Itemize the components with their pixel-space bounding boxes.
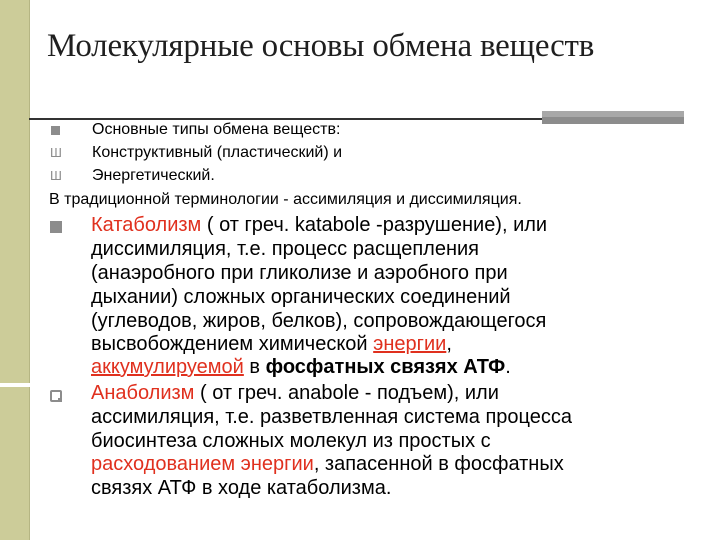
energy-link[interactable]: энергии	[373, 333, 447, 355]
catabolism-line-1	[91, 214, 547, 237]
left-accent-bar-edge	[29, 0, 30, 540]
accumulated-link[interactable]: аккумулируемой	[91, 356, 244, 378]
anabolism-term: Анаболизм	[91, 382, 195, 404]
anabolism-line-4: расходованием энергии, запасенной в фосфатных	[91, 453, 564, 475]
anabolism-line-1	[91, 382, 499, 405]
type-constructive: Конструктивный (пластический) и	[92, 144, 343, 161]
types-heading: Основные типы обмена веществ:	[92, 121, 341, 138]
anabolism-line-3: биосинтеза сложных молекул из простых с	[91, 430, 491, 452]
sub-bullet-icon: Ш	[50, 145, 62, 160]
atp-bonds: фосфатных связях АТФ	[265, 356, 506, 378]
checkbox-bullet-icon	[50, 390, 62, 402]
anabolism-def: ( от греч. anabole - подъем), или	[194, 382, 499, 404]
catabolism-line-6: высвобождением химической энергии,	[91, 333, 452, 355]
anabolism-line-2: ассимиляция, т.е. разветвленная система процесса	[91, 406, 573, 428]
catabolism-line-2: диссимиляция, т.е. процесс расщепления	[91, 238, 479, 260]
slide-title: Молекулярные основы обмена веществ	[47, 28, 595, 64]
square-bullet-icon	[50, 221, 62, 233]
type-energetic: Энергетический.	[92, 167, 215, 184]
sub-bullet-icon: Ш	[50, 168, 62, 183]
catabolism-line-4: дыхании) сложных органических соединений	[91, 286, 511, 308]
anabolism-line-5: связях АТФ в ходе катаболизма.	[91, 477, 392, 499]
left-bar-notch	[0, 383, 48, 387]
divider-block-highlight	[542, 111, 684, 117]
square-bullet-icon	[51, 126, 60, 135]
catabolism-def: ( от греч. katabole -разрушение), или	[201, 214, 548, 236]
left-accent-bar	[0, 0, 29, 540]
catabolism-line-7: аккумулируемой в фосфатных связях АТФ.	[91, 356, 511, 378]
catabolism-line-5: (углеводов, жиров, белков), сопровождающегося	[91, 310, 547, 332]
catabolism-term: Катаболизм	[91, 214, 202, 236]
terminology-note: В традиционной терминологии - ассимиляция и диссимиляция.	[49, 191, 522, 208]
energy-spending: расходованием энергии	[91, 453, 314, 475]
catabolism-line-3: (анаэробного при гликолизе и аэробного при	[91, 262, 508, 284]
